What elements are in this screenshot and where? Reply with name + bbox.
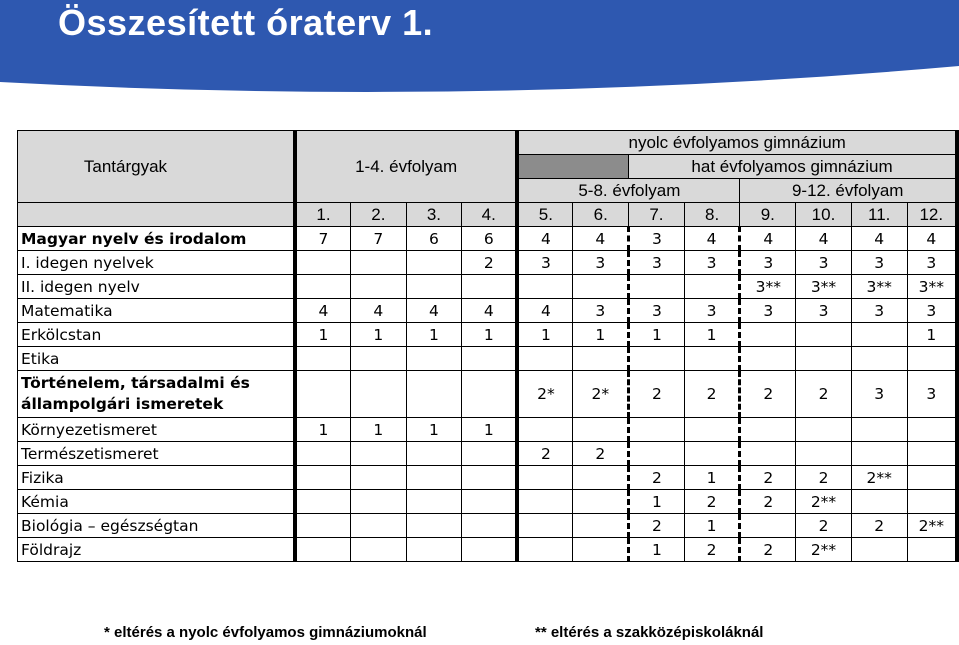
grade-number: 10. [796,203,852,227]
grade-number: 11. [851,203,907,227]
table-row [18,418,958,442]
hours-cell [406,275,462,299]
hours-cell [796,323,852,347]
hours-cell [351,442,407,466]
hours-cell [295,371,351,418]
hours-cell: 1 [573,323,629,347]
hours-cell [406,347,462,371]
hours-cell [573,466,629,490]
hours-cell [462,371,518,418]
hours-cell: 1 [351,323,407,347]
hours-cell [462,514,518,538]
hours-cell [295,442,351,466]
hours-cell [517,466,573,490]
subject-name: Biológia – egészségtan [18,514,295,538]
hours-cell: 3 [629,251,685,275]
grade-number-blank [18,203,295,227]
footnote-double-star: ** eltérés a szakközépiskoláknál [535,624,764,641]
grade-number: 3. [406,203,462,227]
hours-cell: 7 [295,227,351,251]
subject-name: I. idegen nyelvek [18,251,295,275]
hours-cell [907,490,957,514]
hours-cell: 3 [740,251,796,275]
hours-cell: 3 [573,251,629,275]
hours-cell: 3** [740,275,796,299]
table-row [18,275,958,299]
hours-cell: 3** [796,275,852,299]
hours-cell: 2 [684,538,740,562]
hours-cell: 3** [907,275,957,299]
hours-cell [406,371,462,418]
hours-cell: 1 [684,466,740,490]
hours-cell: 1 [406,323,462,347]
hours-cell [351,490,407,514]
subject-name: Földrajz [18,538,295,562]
hours-cell: 4 [907,227,957,251]
hours-cell [406,538,462,562]
hours-cell: 3 [907,251,957,275]
hours-cell: 4 [573,227,629,251]
page-title: Összesített óraterv 1. [58,2,434,43]
table-row [18,490,958,514]
hours-cell: 2* [517,371,573,418]
hours-cell [629,442,685,466]
hours-cell: 4 [851,227,907,251]
table-row [18,442,958,466]
hours-cell [796,347,852,371]
hours-cell [295,490,351,514]
hours-cell [796,418,852,442]
grade-number: 6. [573,203,629,227]
hours-cell: 7 [351,227,407,251]
hours-cell: 4 [295,299,351,323]
hours-cell [907,466,957,490]
table-row [18,299,958,323]
hours-cell [517,490,573,514]
hours-cell [573,275,629,299]
dark-header-cell [517,155,628,179]
hours-cell [573,538,629,562]
hours-cell: 4 [796,227,852,251]
table-row [18,514,958,538]
hours-cell: 3 [684,251,740,275]
table-row [18,538,958,562]
subjects-header: Tantárgyak [18,131,295,203]
hours-cell [295,251,351,275]
hours-cell: 3 [629,227,685,251]
hours-cell [406,514,462,538]
hours-cell [907,347,957,371]
hours-cell: 3 [684,299,740,323]
hours-cell: 2 [796,466,852,490]
hours-cell [295,466,351,490]
hours-cell: 2 [851,514,907,538]
hours-cell: 2 [517,442,573,466]
hours-cell: 4 [740,227,796,251]
hours-cell: 1 [295,323,351,347]
hours-cell [295,347,351,371]
hours-cell: 1 [295,418,351,442]
grade-number: 7. [629,203,685,227]
hours-cell [351,538,407,562]
hours-cell [351,371,407,418]
hours-cell [406,490,462,514]
hours-cell: 1 [462,418,518,442]
hours-cell: 3 [796,299,852,323]
hours-cell [740,514,796,538]
hours-cell: 3** [851,275,907,299]
subject-name: Magyar nyelv és irodalom [18,227,295,251]
hours-cell: 3 [851,251,907,275]
hours-cell [351,251,407,275]
hours-cell [740,347,796,371]
hours-cell: 2** [796,490,852,514]
hours-cell [295,275,351,299]
hours-cell [907,538,957,562]
subject-name-line: állampolgári ismeretek [21,395,224,413]
footnote-single-star: * eltérés a nyolc évfolyamos gimnáziumoknál [104,624,427,641]
table-row [18,347,958,371]
hours-cell: 4 [406,299,462,323]
hours-cell [629,275,685,299]
hours-cell: 1 [462,323,518,347]
hours-cell [517,538,573,562]
hours-cell [462,442,518,466]
hours-cell: 2 [796,371,852,418]
hours-cell: 2 [629,514,685,538]
hours-cell [462,466,518,490]
hours-cell [907,442,957,466]
hours-cell [573,418,629,442]
hours-cell [462,347,518,371]
hours-cell: 2 [740,371,796,418]
eight-year-header: nyolc évfolyamos gimnázium [517,131,957,155]
subject-name: Matematika [18,299,295,323]
table-row [18,227,958,251]
hours-cell: 1 [351,418,407,442]
curriculum-table [17,130,959,562]
hours-cell: 4 [684,227,740,251]
hours-cell: 3 [740,299,796,323]
hours-cell: 2 [740,466,796,490]
hours-cell: 3 [629,299,685,323]
hours-cell: 3 [851,299,907,323]
subject-name: Etika [18,347,295,371]
hours-cell: 1 [629,538,685,562]
table-row [18,466,958,490]
subject-name: Kémia [18,490,295,514]
hours-cell [907,418,957,442]
subject-name: Természetismeret [18,442,295,466]
hours-cell [573,347,629,371]
hours-cell: 1 [684,514,740,538]
hours-cell [851,442,907,466]
hours-cell [629,418,685,442]
hours-cell [629,347,685,371]
six-year-header: hat évfolyamos gimnázium [629,155,957,179]
grades-1-4-header: 1-4. évfolyam [295,131,517,203]
hours-cell: 3 [517,251,573,275]
hours-cell [851,490,907,514]
hours-cell: 2 [796,514,852,538]
hours-cell [517,275,573,299]
hours-cell: 3 [851,371,907,418]
hours-cell [517,347,573,371]
hours-cell [406,442,462,466]
hours-cell [462,275,518,299]
hours-cell: 3 [573,299,629,323]
hours-cell: 2 [462,251,518,275]
subject-name [18,371,295,418]
grades-9-12-header: 9-12. évfolyam [740,179,957,203]
hours-cell: 2 [573,442,629,466]
grades-5-8-header: 5-8. évfolyam [517,179,740,203]
grade-number: 12. [907,203,957,227]
hours-cell [517,514,573,538]
hours-cell [462,538,518,562]
hours-cell: 1 [406,418,462,442]
hours-cell: 2** [907,514,957,538]
hours-cell [351,275,407,299]
grade-number: 9. [740,203,796,227]
hours-cell [351,514,407,538]
hours-cell [851,418,907,442]
hours-cell: 2 [684,371,740,418]
grade-number: 5. [517,203,573,227]
subject-name: Környezetismeret [18,418,295,442]
hours-cell: 2 [629,371,685,418]
hours-cell [684,442,740,466]
hours-cell: 2 [684,490,740,514]
hours-cell [740,442,796,466]
hours-cell [295,514,351,538]
hours-cell [406,466,462,490]
hours-cell [295,538,351,562]
subject-name: Erkölcstan [18,323,295,347]
subject-name: II. idegen nyelv [18,275,295,299]
hours-cell [406,251,462,275]
hours-cell: 3 [907,371,957,418]
hours-cell [740,418,796,442]
hours-cell: 2 [740,538,796,562]
hours-cell [573,514,629,538]
hours-cell: 1 [907,323,957,347]
hours-cell: 3 [907,299,957,323]
hours-cell [684,275,740,299]
hours-cell: 1 [517,323,573,347]
hours-cell: 2** [851,466,907,490]
hours-cell: 2** [796,538,852,562]
hours-cell: 2 [740,490,796,514]
subject-name-line: Történelem, társadalmi és [21,374,250,392]
hours-cell: 2* [573,371,629,418]
table-row [18,371,958,418]
hours-cell [573,490,629,514]
grade-number: 4. [462,203,518,227]
table-row [18,251,958,275]
grade-number: 2. [351,203,407,227]
hours-cell [796,442,852,466]
hours-cell [851,538,907,562]
hours-cell: 6 [462,227,518,251]
subject-name: Fizika [18,466,295,490]
hours-cell: 4 [462,299,518,323]
table-row [18,323,958,347]
hours-cell: 2 [629,466,685,490]
hours-cell [462,490,518,514]
hours-cell [351,347,407,371]
grade-number: 8. [684,203,740,227]
hours-cell: 4 [351,299,407,323]
hours-cell: 1 [684,323,740,347]
hours-cell [517,418,573,442]
hours-cell: 4 [517,227,573,251]
hours-cell: 1 [629,323,685,347]
grade-number: 1. [295,203,351,227]
hours-cell: 1 [629,490,685,514]
hours-cell [684,347,740,371]
hours-cell: 4 [517,299,573,323]
hours-cell: 6 [406,227,462,251]
hours-cell [684,418,740,442]
hours-cell [851,347,907,371]
hours-cell [351,466,407,490]
hours-cell [851,323,907,347]
hours-cell [740,323,796,347]
hours-cell: 3 [796,251,852,275]
